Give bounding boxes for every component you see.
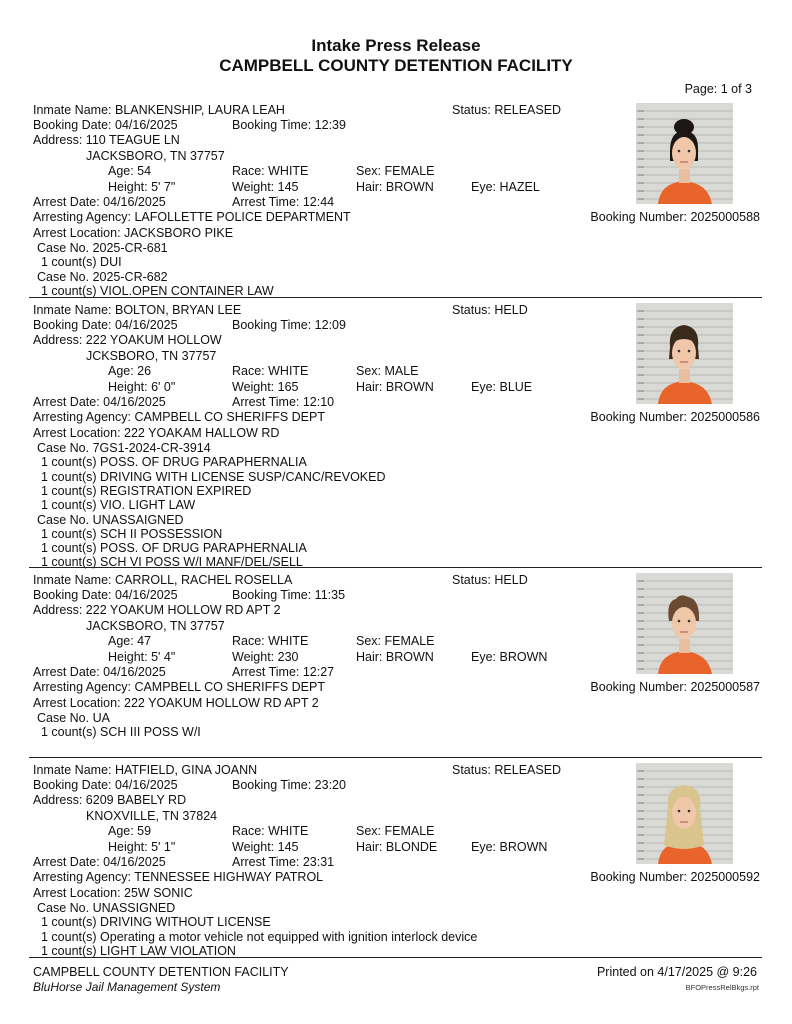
charge-count: 1 count(s) Operating a motor vehicle not equipped with ignition interlock device [41,929,478,944]
arresting-agency: Arresting Agency: TENNESSEE HIGHWAY PATROL [33,870,324,884]
mugshot-photo [636,103,733,204]
arrest-time: Arrest Time: 12:44 [232,195,335,209]
case-number: Case No. UA [37,711,110,725]
inmate-name: Inmate Name: BOLTON, BRYAN LEE [33,303,242,317]
booking-date: Booking Date: 04/16/2025 [33,778,178,792]
address-city: JACKSBORO, TN 37757 [86,619,225,633]
footer-divider [29,957,762,958]
status-text: Status: RELEASED [452,103,562,117]
charge-count: 1 count(s) DRIVING WITH LICENSE SUSP/CANC/REVOKED [41,469,386,484]
footer-system: BluHorse Jail Management System [33,980,221,994]
mugshot-photo [636,573,733,674]
hair-value: Hair: BROWN [356,650,434,664]
mugshot-photo [636,303,733,404]
record-divider [29,297,762,298]
height-value: Height: 6' 0" [108,380,176,394]
sex-value: Sex: FEMALE [356,634,435,648]
height-value: Height: 5' 4" [108,650,176,664]
arrest-time: Arrest Time: 12:10 [232,395,335,409]
hair-value: Hair: BLONDE [356,840,438,854]
booking-number: Booking Number: 2025000592 [590,870,760,884]
weight-value: Weight: 145 [232,180,299,194]
booking-time: Booking Time: 23:20 [232,778,346,792]
arrest-location: Arrest Location: 222 YOAKUM HOLLOW RD APT 2 [33,696,319,710]
status-text: Status: HELD [452,303,528,317]
record-divider [29,757,762,758]
age-value: Age: 26 [108,364,152,378]
case-number: Case No. UNASSAIGNED [37,512,184,527]
address-line: Address: 110 TEAGUE LN [33,133,180,147]
arrest-location: Arrest Location: JACKSBORO PIKE [33,226,234,240]
weight-value: Weight: 230 [232,650,299,664]
booking-number: Booking Number: 2025000588 [590,210,760,224]
footer-facility: CAMPBELL COUNTY DETENTION FACILITY [33,965,289,979]
booking-time: Booking Time: 12:39 [232,118,346,132]
facility-title: CAMPBELL COUNTY DETENTION FACILITY [219,56,573,75]
height-value: Height: 5' 1" [108,840,176,854]
charge-count: 1 count(s) VIOL.OPEN CONTAINER LAW [41,283,274,298]
booking-date: Booking Date: 04/16/2025 [33,318,178,332]
eye-value: Eye: HAZEL [471,180,540,194]
inmate-name: Inmate Name: BLANKENSHIP, LAURA LEAH [33,103,285,117]
eye-value: Eye: BROWN [471,650,548,664]
status-text: Status: RELEASED [452,763,562,777]
address-line: Address: 222 YOAKUM HOLLOW [33,333,222,347]
mugshot-photo [636,763,733,864]
page-indicator: Page: 1 of 3 [684,82,752,96]
weight-value: Weight: 165 [232,380,299,394]
race-value: Race: WHITE [232,824,309,838]
charge-count: 1 count(s) SCH II POSSESSION [41,526,223,541]
charge-count: 1 count(s) POSS. OF DRUG PARAPHERNALIA [41,455,307,470]
address-line: Address: 222 YOAKUM HOLLOW RD APT 2 [33,603,281,617]
address-city: JCKSBORO, TN 37757 [86,349,217,363]
arresting-agency: Arresting Agency: CAMPBELL CO SHERIFFS DEPT [33,410,325,424]
arresting-agency: Arresting Agency: LAFOLLETTE POLICE DEPARTMENT [33,210,351,224]
sex-value: Sex: FEMALE [356,164,435,178]
eye-value: Eye: BROWN [471,840,548,854]
case-number: Case No. UNASSIGNED [37,901,176,915]
address-city: JACKSBORO, TN 37757 [86,149,225,163]
arrest-location: Arrest Location: 222 YOAKAM HALLOW RD [33,426,280,440]
booking-number: Booking Number: 2025000586 [590,410,760,424]
charge-count: 1 count(s) DRIVING WITHOUT LICENSE [41,915,271,930]
charge-count: 1 count(s) REGISTRATION EXPIRED [41,483,252,498]
arrest-date: Arrest Date: 04/16/2025 [33,665,166,679]
arrest-date: Arrest Date: 04/16/2025 [33,195,166,209]
arresting-agency: Arresting Agency: CAMPBELL CO SHERIFFS DEPT [33,680,325,694]
charge-count: 1 count(s) POSS. OF DRUG PARAPHERNALIA [41,541,307,556]
charge-count: 1 count(s) SCH III POSS W/I [41,725,201,740]
age-value: Age: 54 [108,164,152,178]
charge-count: 1 count(s) LIGHT LAW VIOLATION [41,943,236,958]
record-divider [29,567,762,568]
booking-date: Booking Date: 04/16/2025 [33,588,178,602]
inmate-name: Inmate Name: CARROLL, RACHEL ROSELLA [33,573,293,587]
charge-count: 1 count(s) VIO. LIGHT LAW [41,498,196,513]
age-value: Age: 47 [108,634,152,648]
inmate-name: Inmate Name: HATFIELD, GINA JOANN [33,763,258,777]
case-number: Case No. 7GS1-2024-CR-3914 [37,441,211,455]
weight-value: Weight: 145 [232,840,299,854]
arrest-time: Arrest Time: 12:27 [232,665,335,679]
charge-count: 1 count(s) DUI [41,255,122,270]
address-city: KNOXVILLE, TN 37824 [86,809,218,823]
status-text: Status: HELD [452,573,528,587]
charge-count: 1 count(s) SCH VI POSS W/I MANF/DEL/SELL [41,555,303,570]
race-value: Race: WHITE [232,164,309,178]
booking-time: Booking Time: 12:09 [232,318,346,332]
eye-value: Eye: BLUE [471,380,533,394]
address-line: Address: 6209 BABELY RD [33,793,187,807]
booking-date: Booking Date: 04/16/2025 [33,118,178,132]
footer-printed: Printed on 4/17/2025 @ 9:26 [596,965,757,979]
race-value: Race: WHITE [232,634,309,648]
case-number: Case No. 2025-CR-681 [37,241,168,255]
report-title: Intake Press Release [311,36,481,55]
footer-report-name: BFOPressRelBkgs.rpt [685,983,759,992]
case-number: Case No. 2025-CR-682 [37,269,168,284]
arrest-time: Arrest Time: 23:31 [232,855,335,869]
arrest-date: Arrest Date: 04/16/2025 [33,855,166,869]
sex-value: Sex: MALE [356,364,419,378]
hair-value: Hair: BROWN [356,380,434,394]
arrest-date: Arrest Date: 04/16/2025 [33,395,166,409]
hair-value: Hair: BROWN [356,180,434,194]
race-value: Race: WHITE [232,364,309,378]
age-value: Age: 59 [108,824,152,838]
booking-number: Booking Number: 2025000587 [590,680,760,694]
height-value: Height: 5' 7" [108,180,176,194]
booking-time: Booking Time: 11:35 [232,588,346,602]
sex-value: Sex: FEMALE [356,824,435,838]
arrest-location: Arrest Location: 25W SONIC [33,886,193,900]
